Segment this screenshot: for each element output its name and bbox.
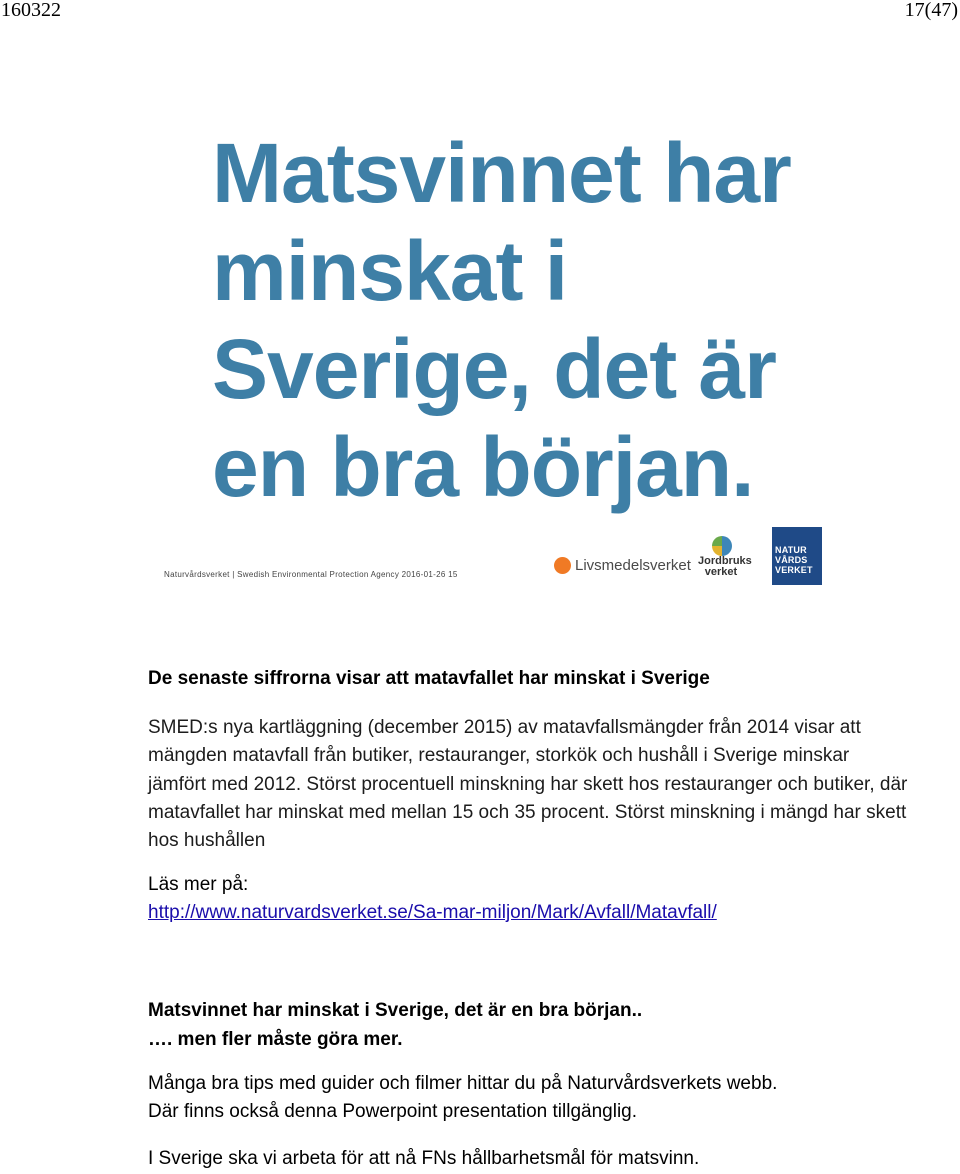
slide-footer-text: Naturvårdsverket | Swedish Environmental Protection Agency 2016-01-26 15	[164, 570, 458, 579]
read-more-label: Läs mer på:	[148, 874, 249, 895]
slide-title-line: en bra början.	[212, 420, 754, 514]
goal-text: I Sverige ska vi arbeta för att nå FNs hållbarhetsmål för matsvinn.	[148, 1148, 700, 1169]
read-more-link[interactable]: http://www.naturvardsverket.se/Sa-mar-miljon/Mark/Avfall/Matavfall/	[148, 902, 717, 923]
livsmedelsverket-logo-text: Livsmedelsverket	[575, 556, 691, 574]
tips-line: Där finns också denna Powerpoint presentation tillgänglig.	[148, 1101, 638, 1122]
naturvardsverket-logo-text: NATUR VÅRDS VERKET	[775, 545, 813, 575]
livsmedelsverket-mark-icon	[554, 557, 571, 574]
page-date: 160322	[1, 0, 61, 21]
slide-title	[212, 124, 812, 516]
closing-line: Matsvinnet har minskat i Sverige, det är en bra början..	[148, 1000, 643, 1021]
naturvardsverket-logo	[772, 527, 822, 585]
slide-title-line: minskat i	[212, 224, 568, 318]
jordbruksverket-logo	[698, 536, 752, 582]
slide-image	[150, 96, 830, 596]
jordbruksverket-mark-icon	[712, 536, 732, 556]
page-header	[0, 0, 960, 26]
slide-title-line: Sverige, det är	[212, 322, 776, 416]
page-number: 17(47)	[904, 0, 958, 21]
closing-line: …. men fler måste göra mer.	[148, 1029, 403, 1050]
livsmedelsverket-logo	[554, 554, 691, 576]
body-paragraph: SMED:s nya kartläggning (december 2015) av matavfallsmängder från 2014 visar att mängden matavfall från butiker, restauranger, storkök och hushåll i Sverige minskar jämfört med 2012. Störst procentuell minskning har skett hos restauranger och butiker, där matavfallet har minskat med mellan 15 och 35 procent. Störst minskning i mängd har skett hos hushållen	[148, 717, 908, 852]
tips-text	[148, 1070, 777, 1126]
section-heading: De senaste siffrorna visar att matavfallet har minskat i Sverige	[148, 668, 710, 689]
slide-title-line: Matsvinnet har	[212, 126, 791, 220]
tips-line: Många bra tips med guider och filmer hittar du på Naturvårdsverkets webb.	[148, 1073, 778, 1094]
jordbruksverket-logo-text: Jordbruks verket	[698, 555, 752, 578]
closing-statement	[148, 996, 642, 1054]
